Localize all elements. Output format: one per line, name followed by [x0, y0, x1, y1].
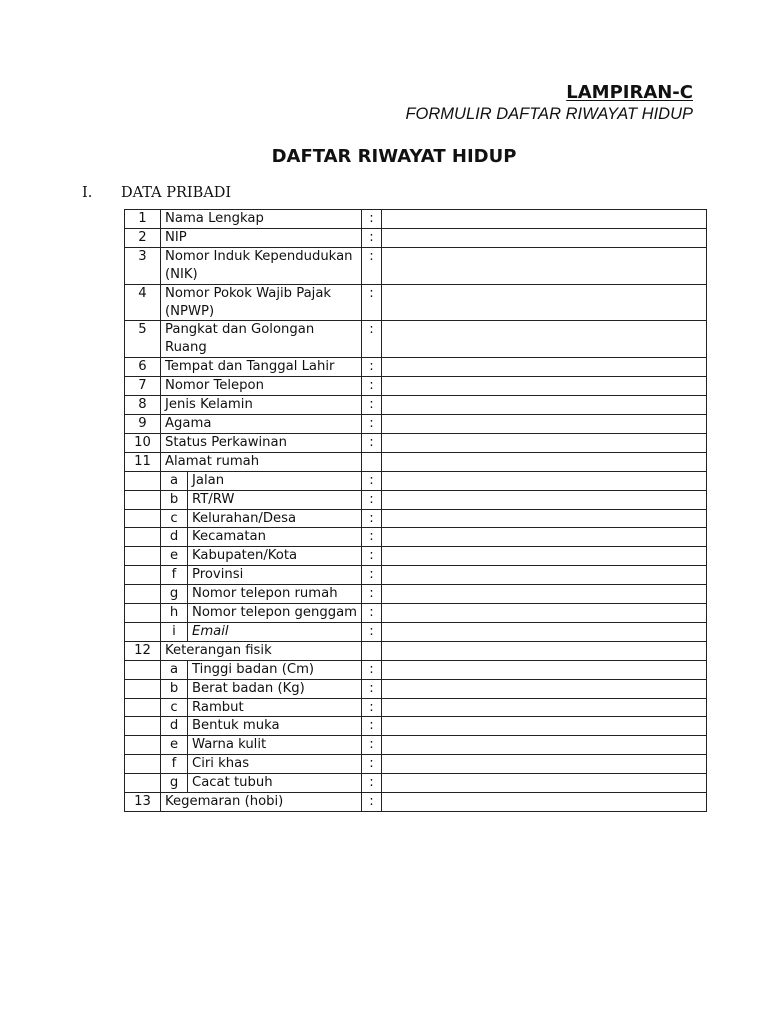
colon-separator: :: [362, 228, 382, 247]
section-title: DATA PRIBADI: [121, 185, 232, 201]
row-number: 11: [125, 452, 161, 471]
table-row: [125, 358, 707, 377]
row-number: 7: [125, 377, 161, 396]
colon-separator: :: [362, 793, 382, 812]
document-code: LAMPIRAN-C: [566, 82, 693, 103]
table-row: [125, 793, 707, 812]
sub-field-label: Warna kulit: [188, 736, 362, 755]
sub-letter: c: [161, 509, 188, 528]
field-value-cell[interactable]: [382, 660, 707, 679]
field-label: Nama Lengkap: [161, 210, 362, 229]
field-value-cell[interactable]: [382, 566, 707, 585]
field-label: NIP: [161, 228, 362, 247]
colon-separator: :: [362, 736, 382, 755]
table-row: [125, 433, 707, 452]
table-row: [125, 414, 707, 433]
field-value-cell[interactable]: [382, 547, 707, 566]
field-label: Tempat dan Tanggal Lahir: [161, 358, 362, 377]
section-number: I.: [82, 185, 93, 201]
field-value-cell[interactable]: [382, 414, 707, 433]
field-value-cell[interactable]: [382, 396, 707, 415]
field-label: Kegemaran (hobi): [161, 793, 362, 812]
sub-letter: d: [161, 528, 188, 547]
sub-field-label: RT/RW: [188, 490, 362, 509]
field-label: Agama: [161, 414, 362, 433]
sub-letter: i: [161, 622, 188, 641]
colon-separator: :: [362, 377, 382, 396]
row-number-blank: [125, 755, 161, 774]
colon-separator: :: [362, 471, 382, 490]
table-row: [125, 660, 707, 679]
field-value-cell[interactable]: [382, 509, 707, 528]
table-row: [125, 717, 707, 736]
personal-data-table: [124, 209, 707, 812]
row-number: 9: [125, 414, 161, 433]
sub-field-label: Kecamatan: [188, 528, 362, 547]
row-number-blank: [125, 604, 161, 623]
table-row: [125, 509, 707, 528]
row-number: 2: [125, 228, 161, 247]
document-title: DAFTAR RIWAYAT HIDUP: [271, 146, 517, 167]
row-number-blank: [125, 679, 161, 698]
table-row: [125, 547, 707, 566]
sub-field-label: Berat badan (Kg): [188, 679, 362, 698]
colon-separator: :: [362, 679, 382, 698]
table-row: [125, 679, 707, 698]
colon-separator-empty: [362, 452, 382, 471]
colon-separator: :: [362, 566, 382, 585]
field-value-cell[interactable]: [382, 284, 707, 321]
table-row: [125, 774, 707, 793]
sub-letter: g: [161, 585, 188, 604]
sub-field-label: Tinggi badan (Cm): [188, 660, 362, 679]
field-value-cell[interactable]: [382, 228, 707, 247]
sub-letter: b: [161, 679, 188, 698]
sub-field-label: Ciri khas: [188, 755, 362, 774]
colon-separator: :: [362, 528, 382, 547]
table-row: [125, 641, 707, 660]
colon-separator: :: [362, 433, 382, 452]
field-value-cell[interactable]: [382, 247, 707, 284]
colon-separator: :: [362, 247, 382, 284]
table-row: [125, 247, 707, 284]
sub-field-label: Bentuk muka: [188, 717, 362, 736]
colon-separator: :: [362, 547, 382, 566]
table-row: [125, 566, 707, 585]
colon-separator: :: [362, 604, 382, 623]
field-label: Nomor Induk Kependudukan (NIK): [161, 247, 362, 284]
table-row: [125, 210, 707, 229]
document-subtitle: FORMULIR DAFTAR RIWAYAT HIDUP: [405, 105, 693, 123]
sub-field-label: Rambut: [188, 698, 362, 717]
sub-field-label: Email: [188, 622, 362, 641]
row-number: 4: [125, 284, 161, 321]
sub-letter: g: [161, 774, 188, 793]
row-number: 12: [125, 641, 161, 660]
row-number: 5: [125, 321, 161, 358]
field-value-cell[interactable]: [382, 585, 707, 604]
field-value-cell[interactable]: [382, 358, 707, 377]
field-value-cell[interactable]: [382, 679, 707, 698]
row-number-blank: [125, 547, 161, 566]
colon-separator: :: [362, 585, 382, 604]
sub-letter: a: [161, 471, 188, 490]
colon-separator: :: [362, 660, 382, 679]
field-value-cell[interactable]: [382, 622, 707, 641]
field-value-cell[interactable]: [382, 604, 707, 623]
table-row: [125, 228, 707, 247]
row-number-blank: [125, 528, 161, 547]
colon-separator: :: [362, 321, 382, 358]
colon-separator: :: [362, 414, 382, 433]
sub-letter: c: [161, 698, 188, 717]
field-label: Nomor Telepon: [161, 377, 362, 396]
row-number: 10: [125, 433, 161, 452]
row-number: 13: [125, 793, 161, 812]
colon-separator: :: [362, 755, 382, 774]
sub-field-label: Kelurahan/Desa: [188, 509, 362, 528]
row-number-blank: [125, 490, 161, 509]
sub-letter: h: [161, 604, 188, 623]
sub-letter: e: [161, 736, 188, 755]
group-label: Keterangan fisik: [161, 641, 362, 660]
field-value-cell[interactable]: [382, 755, 707, 774]
table-row: [125, 604, 707, 623]
sub-field-label: Kabupaten/Kota: [188, 547, 362, 566]
row-number: 8: [125, 396, 161, 415]
field-value-cell[interactable]: [382, 377, 707, 396]
field-value-cell[interactable]: [382, 490, 707, 509]
field-value-cell[interactable]: [382, 717, 707, 736]
field-label: Status Perkawinan: [161, 433, 362, 452]
table-row: [125, 528, 707, 547]
row-number-blank: [125, 660, 161, 679]
sub-letter: f: [161, 755, 188, 774]
field-value-cell[interactable]: [382, 698, 707, 717]
field-value-cell[interactable]: [382, 736, 707, 755]
colon-separator-empty: [362, 641, 382, 660]
field-label: Pangkat dan Golongan Ruang: [161, 321, 362, 358]
row-number-blank: [125, 585, 161, 604]
row-number-blank: [125, 774, 161, 793]
table-row: [125, 452, 707, 471]
table-row: [125, 585, 707, 604]
row-number-blank: [125, 736, 161, 755]
row-number-blank: [125, 698, 161, 717]
sub-field-label: Cacat tubuh: [188, 774, 362, 793]
table-row: [125, 321, 707, 358]
table-row: [125, 471, 707, 490]
row-number-blank: [125, 622, 161, 641]
row-number: 1: [125, 210, 161, 229]
table-row: [125, 490, 707, 509]
sub-field-label: Nomor telepon rumah: [188, 585, 362, 604]
table-row: [125, 736, 707, 755]
field-value-cell[interactable]: [382, 321, 707, 358]
colon-separator: :: [362, 509, 382, 528]
sub-letter: f: [161, 566, 188, 585]
row-number-blank: [125, 509, 161, 528]
field-value-cell[interactable]: [382, 528, 707, 547]
field-value-cell[interactable]: [382, 433, 707, 452]
table-row: [125, 622, 707, 641]
table-row: [125, 396, 707, 415]
table-row: [125, 755, 707, 774]
sub-letter: e: [161, 547, 188, 566]
table-row: [125, 377, 707, 396]
table-row: [125, 284, 707, 321]
field-value-cell[interactable]: [382, 793, 707, 812]
colon-separator: :: [362, 284, 382, 321]
group-label: Alamat rumah: [161, 452, 362, 471]
colon-separator: :: [362, 490, 382, 509]
group-value-cell: [382, 452, 707, 471]
colon-separator: :: [362, 210, 382, 229]
sub-field-label: Jalan: [188, 471, 362, 490]
colon-separator: :: [362, 717, 382, 736]
sub-letter: d: [161, 717, 188, 736]
field-label: Jenis Kelamin: [161, 396, 362, 415]
field-value-cell[interactable]: [382, 210, 707, 229]
colon-separator: :: [362, 622, 382, 641]
row-number-blank: [125, 717, 161, 736]
table-row: [125, 698, 707, 717]
group-value-cell: [382, 641, 707, 660]
field-value-cell[interactable]: [382, 471, 707, 490]
row-number: 3: [125, 247, 161, 284]
colon-separator: :: [362, 396, 382, 415]
sub-letter: b: [161, 490, 188, 509]
colon-separator: :: [362, 774, 382, 793]
sub-field-label: Nomor telepon genggam: [188, 604, 362, 623]
sub-field-label: Provinsi: [188, 566, 362, 585]
colon-separator: :: [362, 358, 382, 377]
field-label: Nomor Pokok Wajib Pajak (NPWP): [161, 284, 362, 321]
sub-letter: a: [161, 660, 188, 679]
row-number-blank: [125, 566, 161, 585]
colon-separator: :: [362, 698, 382, 717]
field-value-cell[interactable]: [382, 774, 707, 793]
row-number-blank: [125, 471, 161, 490]
row-number: 6: [125, 358, 161, 377]
